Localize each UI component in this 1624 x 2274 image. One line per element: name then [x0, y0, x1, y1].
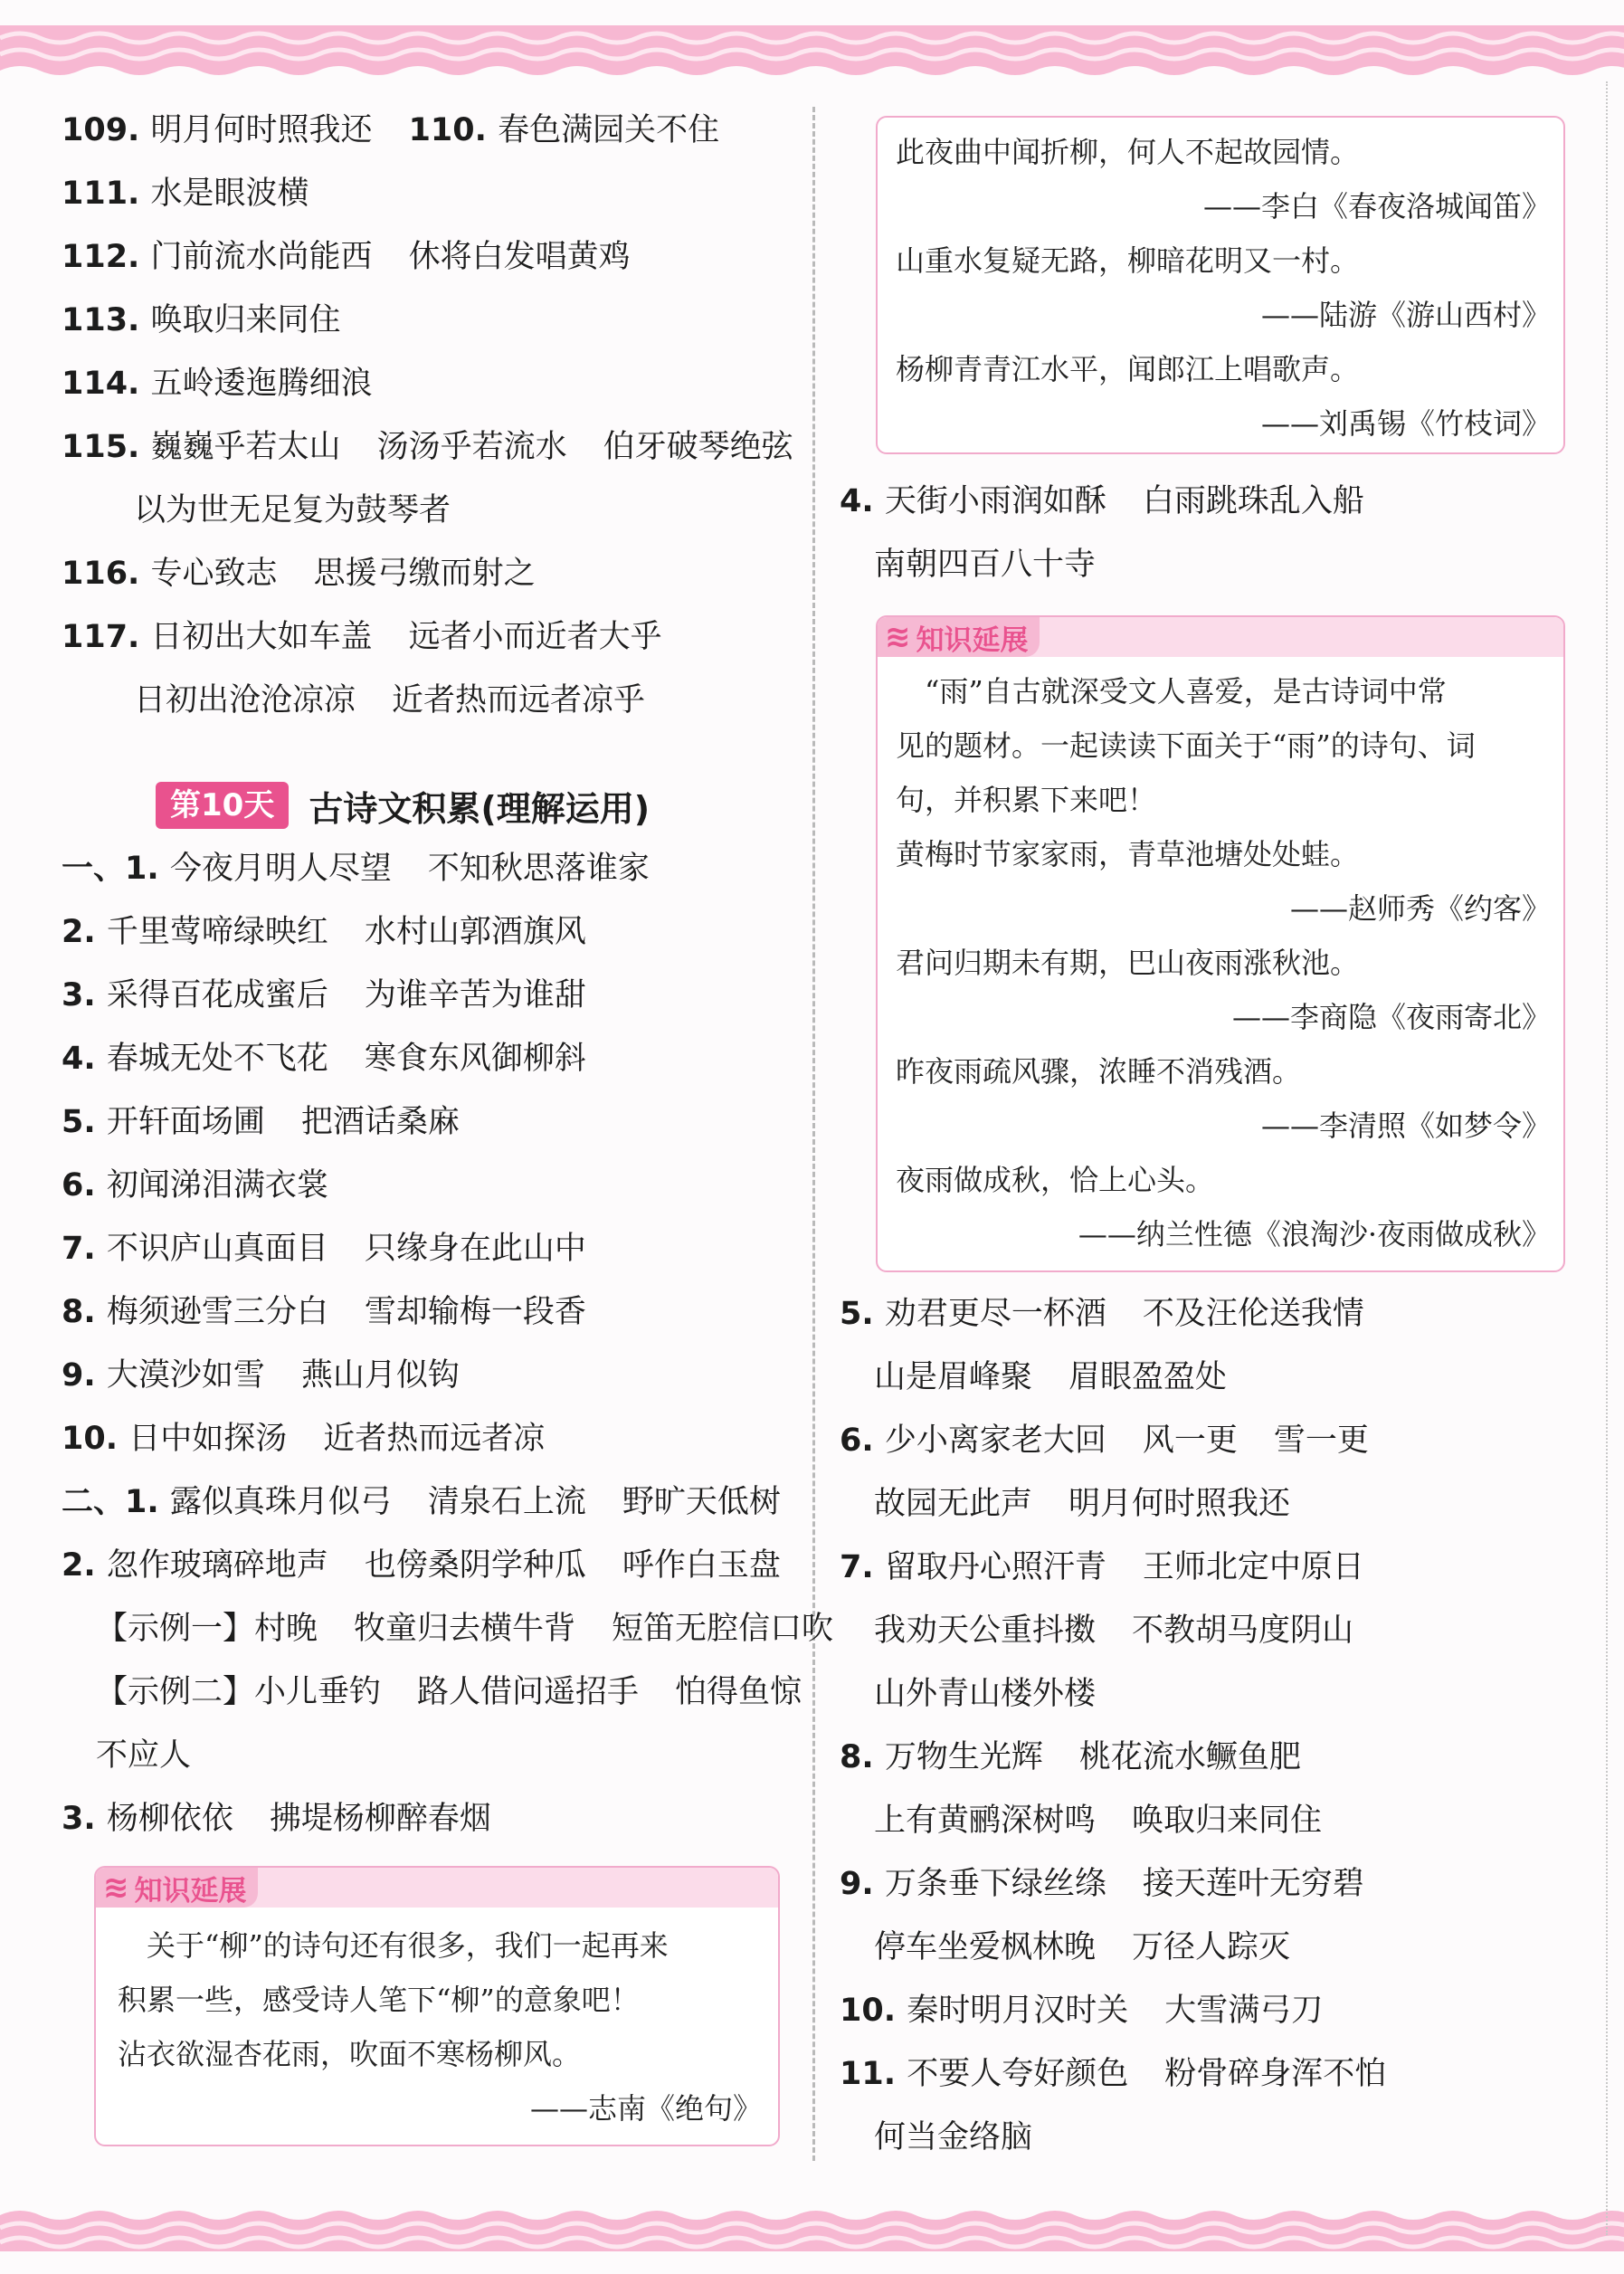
answer-text: 桃花流水鳜鱼肥: [1078, 1739, 1301, 1775]
answer-line: [840, 1419, 1369, 1462]
answer-text: 门前流水尚能西: [150, 239, 373, 275]
answer-line: [874, 1356, 1227, 1399]
answer-text: 把酒话桑麻: [300, 1104, 460, 1140]
answer-text: 梅须逊雪三分白: [106, 1294, 328, 1330]
answer-text: 专心致志: [150, 556, 278, 592]
answer-text: 开轩面场圃: [106, 1104, 265, 1140]
answer-text: 天街小雨润如酥: [884, 483, 1106, 519]
box-line: 夜雨做成秋，恰上心头。: [896, 1163, 1215, 1197]
answer-text: 粉骨碎身浑不怕: [1164, 2056, 1387, 2092]
answer-number: 115.: [62, 429, 151, 465]
box-line: 积累一些，感受诗人笔下“柳”的意象吧！: [118, 1983, 640, 2017]
box-source: ——赵师秀《约客》: [1289, 891, 1551, 926]
box-tag: [96, 1868, 258, 1908]
answer-line: [874, 1482, 1290, 1526]
box-line: 句，并积累下来吧！: [896, 783, 1157, 817]
page-edge-dots: [1606, 81, 1608, 2235]
answer-number: 6.: [840, 1422, 885, 1459]
box-source: ——纳兰性德《浪淘沙·夜雨做成秋》: [1078, 1217, 1551, 1251]
answer-text: 劝君更尽一杯酒: [884, 1296, 1106, 1332]
answer-line: [62, 1037, 586, 1080]
answer-line: [874, 1926, 1290, 1969]
answer-text: 何当金络脑: [874, 2119, 1033, 2155]
knowledge-box-willow-continued: [876, 116, 1565, 454]
answer-text: 明月何时照我还: [150, 112, 373, 148]
answer-text: 汤汤乎若流水: [376, 429, 567, 465]
answer-text: 水村山郭酒旗风: [364, 914, 586, 950]
answer-line: [62, 1797, 491, 1841]
answer-text: 风一更: [1142, 1422, 1238, 1459]
answer-line: [62, 1354, 460, 1397]
answer-text: 不知秋思落谁家: [427, 851, 650, 887]
answer-text: 日初出大如车盖: [150, 619, 373, 655]
answer-number: 10.: [62, 1421, 129, 1457]
answer-text: 短笛无腔信口吹: [612, 1611, 834, 1647]
wave-lines-icon: ≋: [103, 1870, 129, 1906]
wave-lines-icon: ≋: [885, 619, 911, 655]
answer-text: 春色满园关不住: [498, 112, 720, 148]
answer-line: [62, 362, 373, 405]
answer-number: 5.: [62, 1104, 107, 1140]
answer-text: 唤取归来同住: [1132, 1803, 1323, 1839]
answer-number: 114.: [62, 366, 151, 402]
answer-text: 近者热而远者凉乎: [392, 682, 646, 718]
answer-text: 不要人夸好颜色: [907, 2056, 1129, 2092]
answer-text: 寒食东风御柳斜: [364, 1041, 586, 1077]
box-line: 黄梅时节家家雨，青草池塘处处蛙。: [896, 837, 1360, 871]
answer-text: 水是眼波横: [150, 176, 309, 212]
answer-text: 不应人: [96, 1737, 192, 1774]
answer-text: 王师北定中原日: [1142, 1549, 1364, 1585]
answer-line: [874, 1609, 1353, 1652]
answer-text: 巍巍乎若太山: [150, 429, 341, 465]
answer-text: 只缘身在此山中: [364, 1231, 586, 1267]
answer-text: 露似真珠月似弓: [169, 1484, 392, 1520]
answer-number: 7.: [840, 1549, 885, 1585]
answer-text: 雪一更: [1273, 1422, 1369, 1459]
answer-number: 7.: [62, 1231, 107, 1267]
answer-line: [96, 1734, 191, 1777]
box-line: 杨柳青青江水平，闻郎江上唱歌声。: [896, 352, 1360, 386]
box-source: ——陆游《游山西村》: [1260, 298, 1551, 332]
answer-number: 2.: [62, 1547, 107, 1584]
box-tag-label: 知识延展: [134, 1874, 247, 1908]
answer-text: 万径人踪灭: [1132, 1929, 1291, 1965]
answer-text: 远者小而近者大乎: [408, 619, 662, 655]
answer-text: 唤取归来同住: [150, 302, 341, 338]
answer-text: 留取丹心照汗青: [884, 1549, 1106, 1585]
answer-line: [62, 974, 586, 1017]
box-tag: [878, 617, 1040, 657]
answer-text: 接天莲叶无穷碧: [1142, 1866, 1364, 1902]
day-title: 古诗文积累(理解运用): [309, 788, 651, 829]
answer-text: 路人借问遥招手: [417, 1674, 640, 1710]
answer-number: 11.: [840, 2056, 907, 2092]
knowledge-box-willow: [94, 1866, 780, 2146]
answer-text: 日中如探汤: [128, 1421, 288, 1457]
answer-text: 大漠沙如雪: [106, 1357, 265, 1394]
answer-number: 二、1.: [62, 1484, 170, 1520]
answer-line: [840, 480, 1364, 523]
answer-text: 【示例二】小儿垂钓: [96, 1674, 382, 1710]
day-badge: 第10天: [156, 782, 289, 829]
answer-line: [62, 1164, 328, 1207]
answer-number: 9.: [62, 1357, 107, 1394]
answer-line: [840, 1292, 1364, 1336]
box-line: 见的题材。一起读读下面关于“雨”的诗句、词: [896, 728, 1476, 763]
answer-number: 2.: [62, 914, 107, 950]
box-source: ——志南《绝句》: [529, 2091, 762, 2126]
answer-text: 千里莺啼绿映红: [106, 914, 328, 950]
answer-number: 3.: [62, 977, 107, 1013]
box-tag-label: 知识延展: [916, 623, 1029, 657]
answer-text: 燕山月似钩: [300, 1357, 460, 1394]
answer-number: 112.: [62, 239, 151, 275]
answer-number: 5.: [840, 1296, 885, 1332]
answer-number: 113.: [62, 302, 151, 338]
answer-line: [62, 299, 341, 342]
answer-text: 万条垂下绿丝绦: [884, 1866, 1106, 1902]
answer-text: 野旷天低树: [622, 1484, 781, 1520]
answer-text: 不及汪伦送我情: [1142, 1296, 1364, 1332]
box-line: 关于“柳”的诗句还有很多，我们一起再来: [118, 1928, 669, 1963]
answer-line: [62, 1100, 460, 1144]
box-source: ——李清照《如梦令》: [1260, 1108, 1551, 1143]
answer-line: [62, 425, 793, 469]
answer-text: 白雨跳珠乱入船: [1142, 483, 1364, 519]
answer-line: [840, 1546, 1364, 1589]
answer-number: 8.: [62, 1294, 107, 1330]
answer-line: [840, 2052, 1386, 2096]
answer-line: [62, 552, 536, 595]
answer-line: [62, 910, 586, 954]
answer-text: 杨柳依依: [106, 1801, 233, 1837]
answer-text: 少小离家老大回: [884, 1422, 1106, 1459]
answer-text: 山是眉峰聚: [874, 1359, 1033, 1395]
answer-text: 故园无此声: [874, 1486, 1033, 1522]
answer-line: [62, 235, 631, 279]
answer-line: [874, 1799, 1322, 1842]
answer-line: [874, 2116, 1032, 2159]
answer-number: 116.: [62, 556, 151, 592]
box-line: 沾衣欲湿杏花雨，吹面不寒杨柳风。: [118, 2037, 582, 2071]
box-line: 君问归期未有期，巴山夜雨涨秋池。: [896, 946, 1360, 980]
top-wave-border: [0, 25, 1624, 80]
answer-text: 明月何时照我还: [1068, 1486, 1291, 1522]
answer-line: [96, 1670, 802, 1714]
answer-number: 111.: [62, 176, 151, 212]
answer-number: 109.: [62, 112, 151, 148]
answer-text: 牧童归去横牛背: [354, 1611, 576, 1647]
answer-line: [840, 1862, 1364, 1906]
answer-line: [874, 1672, 1096, 1716]
answer-line: [62, 109, 719, 152]
answer-text: 以为世无足复为鼓琴者: [134, 492, 451, 528]
answer-text: 思援弓缴而射之: [313, 556, 536, 592]
answer-line: [134, 489, 451, 532]
box-line: “雨”自古就深受文人喜爱，是古诗词中常: [896, 674, 1447, 709]
answer-number: 4.: [840, 483, 885, 519]
box-line: 昨夜雨疏风骤，浓睡不消残酒。: [896, 1054, 1302, 1089]
day-heading: [156, 780, 650, 831]
box-source: ——李商隐《夜雨寄北》: [1231, 1000, 1551, 1034]
answer-number: 8.: [840, 1739, 885, 1775]
answer-text: 忽作玻璃碎地声: [106, 1547, 328, 1584]
answer-text: 【示例一】村晚: [96, 1611, 318, 1647]
answer-text: 五岭逶迤腾细浪: [150, 366, 373, 402]
answer-text: 日初出沧沧凉凉: [134, 682, 356, 718]
answer-text: 伯牙破琴绝弦: [603, 429, 793, 465]
answer-text: 上有黄鹂深树鸣: [874, 1803, 1097, 1839]
answer-text: 近者热而远者凉: [323, 1421, 546, 1457]
answer-text: 休将白发唱黄鸡: [408, 239, 631, 275]
answer-number: 一、1.: [62, 851, 170, 887]
answer-line: [62, 1417, 545, 1460]
answer-text: 秦时明月汉时关: [907, 1993, 1129, 2029]
answer-text: 不教胡马度阴山: [1132, 1613, 1354, 1649]
answer-number: 3.: [62, 1801, 107, 1837]
answer-text: 采得百花成蜜后: [106, 977, 328, 1013]
answer-number: 117.: [62, 619, 151, 655]
box-source: ——李白《春夜洛城闻笛》: [1202, 189, 1551, 224]
answer-text: 怕得鱼惊: [675, 1674, 803, 1710]
answer-text: 清泉石上流: [427, 1484, 586, 1520]
answer-number: 9.: [840, 1866, 885, 1902]
answer-line: [840, 1989, 1323, 2032]
answer-line: [62, 847, 650, 890]
answer-line: [62, 1290, 586, 1334]
box-line: 此夜曲中闻折柳，何人不起故园情。: [896, 135, 1360, 169]
answer-text: 也傍桑阴学种瓜: [364, 1547, 586, 1584]
answer-text: 呼作白玉盘: [622, 1547, 781, 1584]
answer-line: [96, 1607, 833, 1651]
answer-text: 山外青山楼外楼: [874, 1676, 1097, 1712]
answer-line: [62, 1544, 781, 1587]
answer-line: [62, 172, 309, 215]
answer-line: [62, 1480, 781, 1524]
answer-line: [62, 1227, 586, 1270]
answer-text: 雪却输梅一段香: [364, 1294, 586, 1330]
answer-text: 为谁辛苦为谁甜: [364, 977, 586, 1013]
answer-text: 停车坐爱枫林晚: [874, 1929, 1097, 1965]
answer-text: 不识庐山真面目: [106, 1231, 328, 1267]
box-line: 山重水复疑无路，柳暗花明又一村。: [896, 243, 1360, 278]
answer-number: 110.: [408, 112, 499, 148]
answer-text: 南朝四百八十寺: [874, 547, 1097, 583]
answer-line: [840, 1736, 1301, 1779]
answer-number: 4.: [62, 1041, 107, 1077]
answer-text: 今夜月明人尽望: [169, 851, 392, 887]
answer-number: 6.: [62, 1167, 107, 1204]
bottom-wave-border: [0, 2208, 1624, 2251]
answer-text: 万物生光辉: [884, 1739, 1043, 1775]
answer-text: 春城无处不飞花: [106, 1041, 328, 1077]
answer-line: [62, 615, 662, 659]
answer-text: 眉眼盈盈处: [1068, 1359, 1228, 1395]
answer-text: 拂堤杨柳醉春烟: [269, 1801, 491, 1837]
answer-text: 大雪满弓刀: [1164, 1993, 1324, 2029]
answer-text: 初闻涕泪满衣裳: [106, 1167, 328, 1204]
box-source: ——刘禹锡《竹枝词》: [1260, 406, 1551, 441]
answer-line: [134, 679, 645, 722]
answer-number: 10.: [840, 1993, 907, 2029]
knowledge-box-rain: [876, 615, 1565, 1272]
answer-text: 我劝天公重抖擞: [874, 1613, 1097, 1649]
answer-line: [874, 543, 1096, 586]
column-divider: [812, 107, 815, 2161]
